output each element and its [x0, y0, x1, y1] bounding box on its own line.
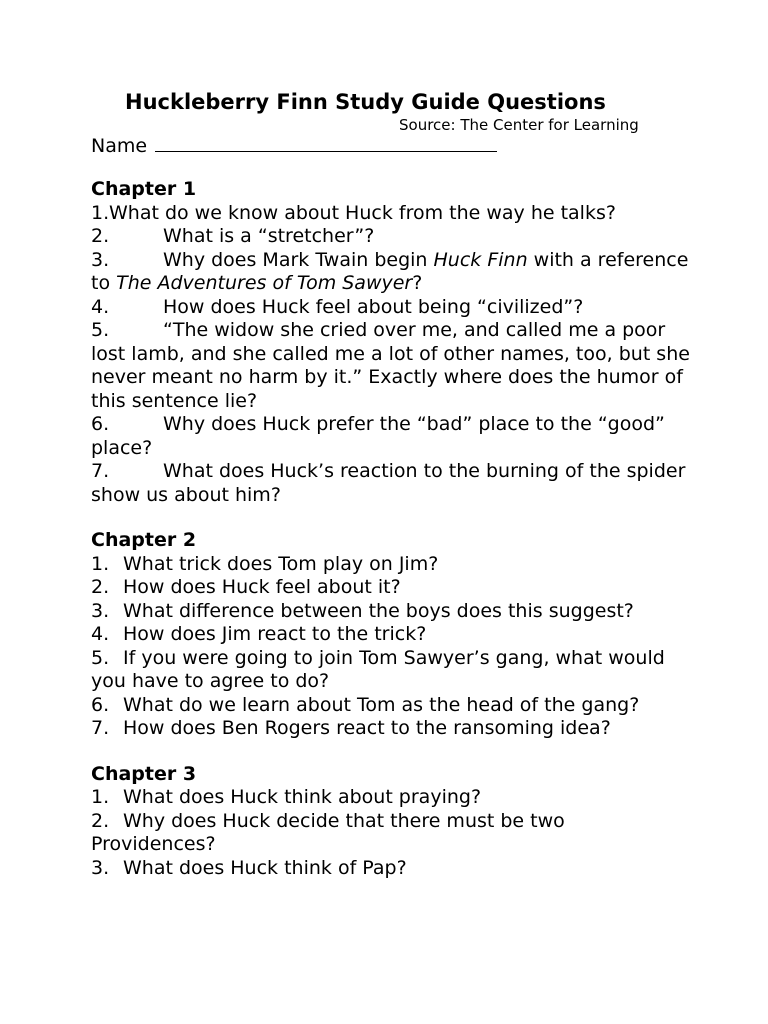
- question-number: 5.: [91, 319, 110, 341]
- question-text: If you were going to join Tom Sawyer’s gang, what would you have to agree to do?: [91, 646, 665, 692]
- question-number: 2.: [91, 576, 110, 598]
- question-text: How does Jim react to the trick?: [123, 623, 427, 645]
- question-number: 3.: [91, 856, 110, 879]
- question-number: 1.: [91, 201, 110, 224]
- source-line: Source: The Center for Learning: [399, 116, 639, 134]
- ch1-question-7: [91, 460, 691, 507]
- question-text: Why does Mark Twain begin: [163, 248, 434, 271]
- name-label: Name: [91, 135, 148, 157]
- book-title-tom-sawyer: The Adventures of Tom Sawyer: [116, 272, 413, 294]
- document-title: Huckleberry Finn Study Guide Questions: [125, 90, 606, 114]
- ch2-question-5: [91, 647, 691, 694]
- question-text: What does Huck’s reaction to the burning of the spider show us about him?: [91, 460, 686, 506]
- ch2-question-2: [91, 576, 691, 600]
- ch1-question-6: [91, 413, 691, 460]
- question-number: 3.: [91, 599, 110, 622]
- ch1-question-5: [91, 319, 691, 413]
- ch2-question-7: [91, 717, 691, 741]
- chapter-3-section: [91, 763, 691, 881]
- book-title-huck-finn: Huck Finn: [433, 248, 528, 271]
- question-text: How does Huck feel about it?: [123, 576, 401, 598]
- ch1-question-1: [91, 202, 691, 226]
- chapter-2-section: [91, 529, 691, 741]
- question-text: What does Huck think of Pap?: [123, 856, 407, 879]
- ch2-question-6: [91, 694, 691, 718]
- question-number: 3.: [91, 248, 110, 271]
- question-text: What do we know about Huck from the way he talks?: [109, 201, 616, 224]
- name-blank-line: [155, 134, 497, 152]
- question-text: What is a “stretcher”?: [163, 225, 375, 247]
- ch2-question-1: [91, 553, 691, 577]
- ch3-question-1: [91, 786, 691, 810]
- ch2-question-3: [91, 600, 691, 624]
- question-text: What difference between the boys does this suggest?: [123, 599, 634, 622]
- question-text: What trick does Tom play on Jim?: [123, 552, 439, 575]
- question-number: 1.: [91, 786, 110, 808]
- ch1-question-2: [91, 225, 691, 249]
- ch3-question-2: [91, 810, 691, 857]
- question-text: How does Huck feel about being “civilized”?: [163, 295, 584, 318]
- question-number: 6.: [91, 413, 110, 435]
- ch2-question-4: [91, 623, 691, 647]
- question-number: 1.: [91, 552, 110, 575]
- chapter-2-title: Chapter 2: [91, 529, 197, 551]
- question-text: What does Huck think about praying?: [123, 786, 482, 808]
- chapter-1-section: [91, 178, 691, 507]
- question-text: Why does Huck prefer the “bad” place to the “good” place?: [91, 413, 665, 459]
- ch3-question-3: [91, 857, 691, 881]
- question-number: 4.: [91, 295, 110, 318]
- question-number: 7.: [91, 717, 110, 739]
- question-number: 4.: [91, 623, 110, 645]
- question-number: 2.: [91, 225, 110, 247]
- question-text: with a reference to: [91, 248, 689, 294]
- ch1-question-3: [91, 249, 691, 296]
- question-text: What do we learn about Tom as the head of the gang?: [123, 693, 640, 716]
- question-text: How does Ben Rogers react to the ransoming idea?: [123, 717, 611, 739]
- chapter-1-title: Chapter 1: [91, 178, 197, 200]
- document-page: [91, 89, 691, 880]
- question-text: “The widow she cried over me, and called me a poor lost lamb, and she called me a lot of other names, too, but she never meant no harm by it.” Exactly where does the humor of this sentence lie?: [91, 319, 690, 412]
- question-number: 7.: [91, 460, 110, 482]
- chapter-3-title: Chapter 3: [91, 762, 197, 785]
- question-number: 6.: [91, 693, 110, 716]
- question-number: 2.: [91, 809, 110, 832]
- question-text: ?: [412, 272, 423, 294]
- question-number: 5.: [91, 646, 110, 669]
- ch1-question-4: [91, 296, 691, 320]
- name-field: [91, 134, 691, 158]
- question-text: Why does Huck decide that there must be two Providences?: [91, 809, 565, 855]
